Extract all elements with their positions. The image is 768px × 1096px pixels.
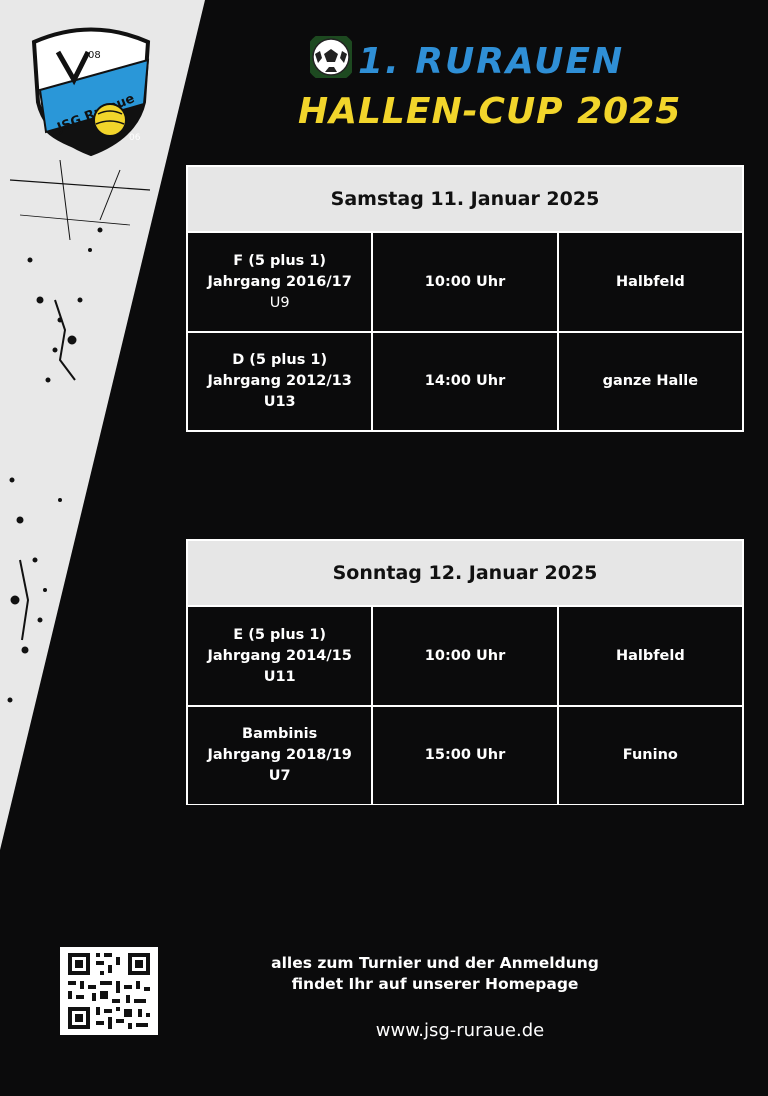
table-row xyxy=(188,333,742,430)
field-cell: Halbfeld xyxy=(559,233,742,331)
schedule-table-saturday xyxy=(186,165,744,432)
team-name: F (5 plus 1) xyxy=(233,252,327,269)
table-row xyxy=(188,607,742,707)
field-cell: Halbfeld xyxy=(559,607,742,705)
time-cell: 10:00 Uhr xyxy=(373,607,558,705)
team-age: U7 xyxy=(268,768,291,784)
time-cell: 10:00 Uhr xyxy=(373,233,558,331)
team-year: Jahrgang 2012/13 xyxy=(207,373,352,389)
footer-info xyxy=(250,953,620,995)
table-row xyxy=(188,233,742,333)
team-year: Jahrgang 2014/15 xyxy=(207,647,352,664)
day-header: Samstag 11. Januar 2025 xyxy=(188,167,742,233)
field-cell: Funino xyxy=(559,707,742,804)
footer-line-2: findet Ihr auf unserer Homepage xyxy=(291,975,579,993)
footer-line-1: alles zum Turnier und der Anmeldung xyxy=(271,954,599,972)
team-age: U9 xyxy=(269,294,290,311)
club-crest-icon xyxy=(26,22,156,162)
svg-text:08: 08 xyxy=(88,50,101,61)
day-header: Sonntag 12. Januar 2025 xyxy=(188,541,742,607)
team-cell xyxy=(188,233,373,331)
team-name: E (5 plus 1) xyxy=(233,626,327,643)
time-cell: 15:00 Uhr xyxy=(373,707,558,804)
team-name: Bambinis xyxy=(242,726,318,742)
team-year: Jahrgang 2016/17 xyxy=(207,273,352,290)
table-row xyxy=(188,707,742,804)
schedule-table-sunday xyxy=(186,539,744,805)
team-cell xyxy=(188,333,373,430)
qr-code-icon[interactable] xyxy=(60,947,158,1035)
soccer-ball-icon xyxy=(310,36,352,78)
svg-text:JSG Ruraue: JSG xyxy=(55,112,84,136)
team-age: U13 xyxy=(263,394,296,410)
homepage-link[interactable]: www.jsg-ruraue.de xyxy=(375,1020,545,1041)
team-cell xyxy=(188,607,373,705)
svg-text:06: 06 xyxy=(129,133,141,143)
team-name: D (5 plus 1) xyxy=(232,352,328,368)
field-cell: ganze Halle xyxy=(559,333,742,430)
title-line-1: 1. RURAUEN xyxy=(358,41,625,82)
team-cell xyxy=(188,707,373,804)
event-title xyxy=(296,20,682,132)
team-age: U11 xyxy=(263,668,296,685)
time-cell: 14:00 Uhr xyxy=(373,333,558,430)
team-year: Jahrgang 2018/19 xyxy=(207,747,352,763)
title-line-2: HALLEN-CUP 2025 xyxy=(298,91,682,132)
